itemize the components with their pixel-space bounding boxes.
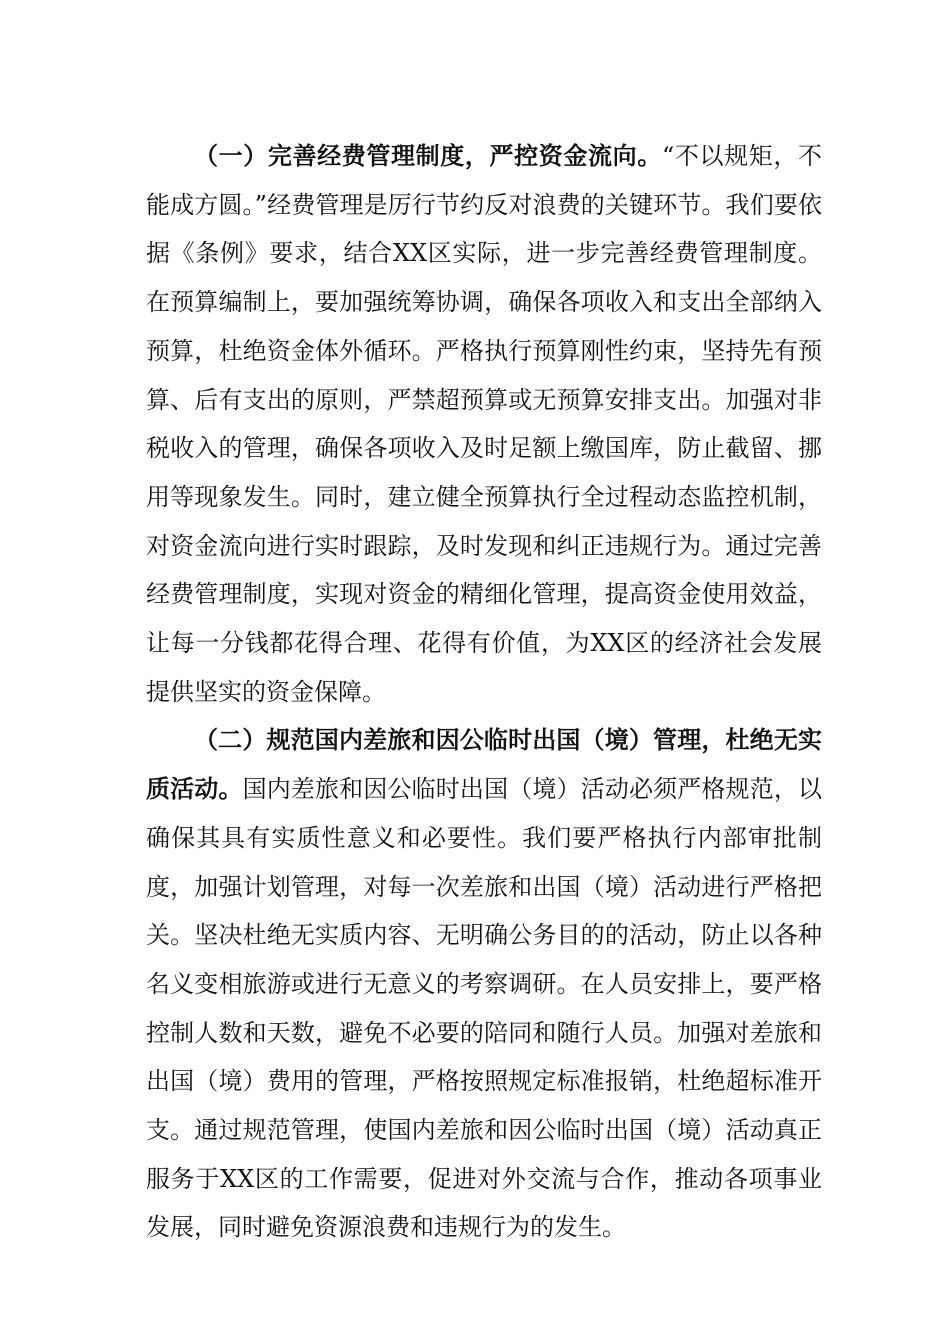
paragraph-1-heading: （一）完善经费管理制度，严控资金流向。	[194, 142, 662, 170]
paragraph-2-text: 国内差旅和因公临时出国（境）活动必须严格规范，以确保其具有实质性意义和必要性。我们要严格执行内部审批制度，加强计划管理，对每一次差旅和出国（境）活动进行严格把关。坚决杜绝无实质内容、无明确公务目的的活动，防止以各种名义变相旅游或进行无意义的考察调研。在人员安排上，要严格控制人数和天数，避免不必要的陪同和随行人员。加强对差旅和出国（境）费用的管理，严格按照规定标准报销，杜绝超标准开支。通过规范管理，使国内差旅和因公临时出国（境）活动真正服务于XX区的工作需要，促进对外交流与合作，推动各项事业发展，同时避免资源浪费和违规行为的发生。	[146, 775, 822, 1242]
document-body	[146, 132, 822, 1252]
paragraph-2	[146, 716, 822, 1252]
paragraph-2-heading: （二）规范国内差旅和因公临时出国（境）管理，杜绝无实质活动。	[146, 726, 822, 804]
paragraph-1-text: “不以规矩，不能成方圆。”经费管理是厉行节约反对浪费的关键环节。我们要依据《条例》要求，结合XX区实际，进一步完善经费管理制度。在预算编制上，要加强统筹协调，确保各项收入和支出全部纳入预算，杜绝资金体外循环。严格执行预算刚性约束，坚持先有预算、后有支出的原则，严禁超预算或无预算安排支出。加强对非税收入的管理，确保各项收入及时足额上缴国库，防止截留、挪用等现象发生。同时，建立健全预算执行全过程动态监控机制，对资金流向进行实时跟踪，及时发现和纠正违规行为。通过完善经费管理制度，实现对资金的精细化管理，提高资金使用效益，让每一分钱都花得合理、花得有价值，为XX区的经济社会发展提供坚实的资金保障。	[146, 142, 822, 706]
paragraph-1	[146, 132, 822, 716]
